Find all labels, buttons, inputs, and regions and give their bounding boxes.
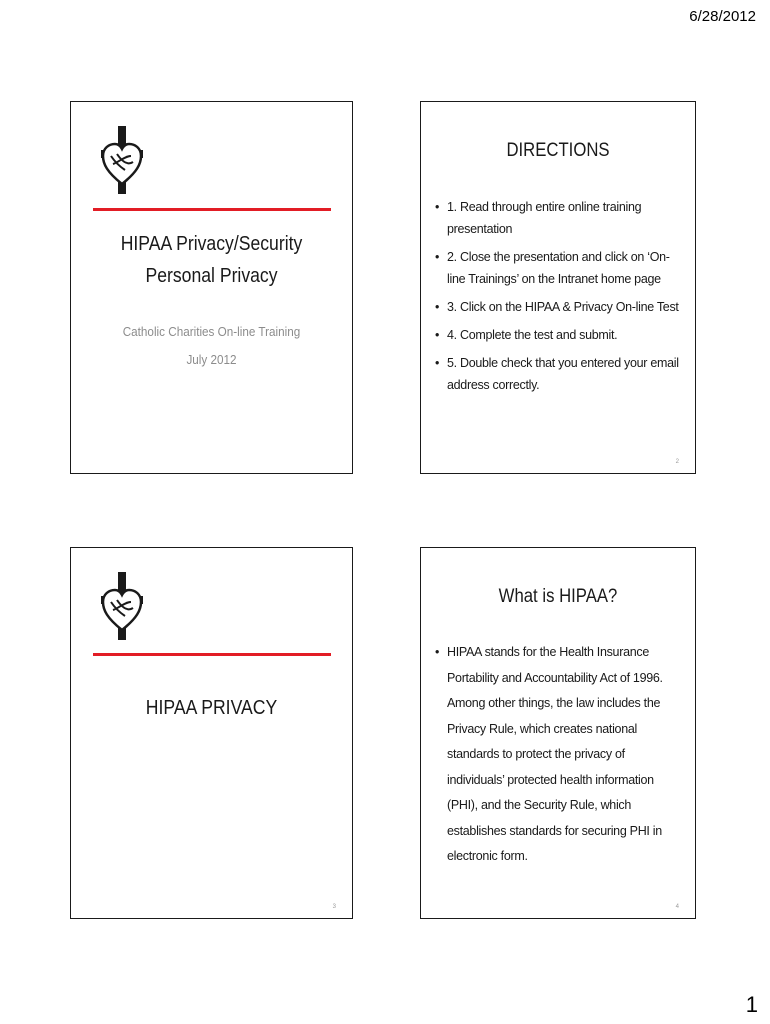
slide-number: 2 <box>675 459 679 465</box>
list-item: • 5. Double check that you entered your email address correctly. <box>435 352 681 396</box>
bullet-list <box>435 640 681 876</box>
slide-1 <box>70 101 353 474</box>
catholic-charities-logo <box>99 126 145 194</box>
list-item: • 3. Click on the HIPAA & Privacy On-line Test <box>435 296 681 318</box>
bullet-list <box>435 196 681 402</box>
slide-title: DIRECTIONS <box>506 140 610 161</box>
list-item: • HIPAA stands for the Health Insurance Portability and Accountability Act of 1996. Among other things, the law includes the Privacy Rule, which creates national standards to protect the privacy of individuals’ protected health information (PHI), and the Security Rule, which establishes standards for securing PHI in electronic form. <box>435 640 681 870</box>
slide-2 <box>420 101 696 474</box>
red-divider <box>93 208 331 211</box>
slide-number: 3 <box>332 904 336 910</box>
page-number: 1 <box>745 992 758 1017</box>
slide-title: What is HIPAA? <box>498 586 618 607</box>
subtitle-line: Catholic Charities On-line Training <box>122 324 301 339</box>
subtitle-line: July 2012 <box>186 352 237 367</box>
slide-3 <box>70 547 353 919</box>
catholic-charities-logo <box>99 572 145 640</box>
list-item: • 1. Read through entire online training presentation <box>435 196 681 240</box>
slide-title-line: HIPAA Privacy/Security <box>120 233 303 255</box>
print-date: 6/28/2012 <box>689 8 756 25</box>
slide-title <box>88 228 335 292</box>
slide-4 <box>420 547 696 919</box>
slide-number: 4 <box>675 904 679 910</box>
list-item: • 2. Close the presentation and click on ‘On-line Trainings’ on the Intranet home page <box>435 246 681 290</box>
red-divider <box>93 653 331 656</box>
slide-title-line: Personal Privacy <box>145 265 278 287</box>
list-item: • 4. Complete the test and submit. <box>435 324 681 346</box>
slide-subtitle <box>85 318 338 374</box>
slide-title: HIPAA PRIVACY <box>145 697 278 719</box>
